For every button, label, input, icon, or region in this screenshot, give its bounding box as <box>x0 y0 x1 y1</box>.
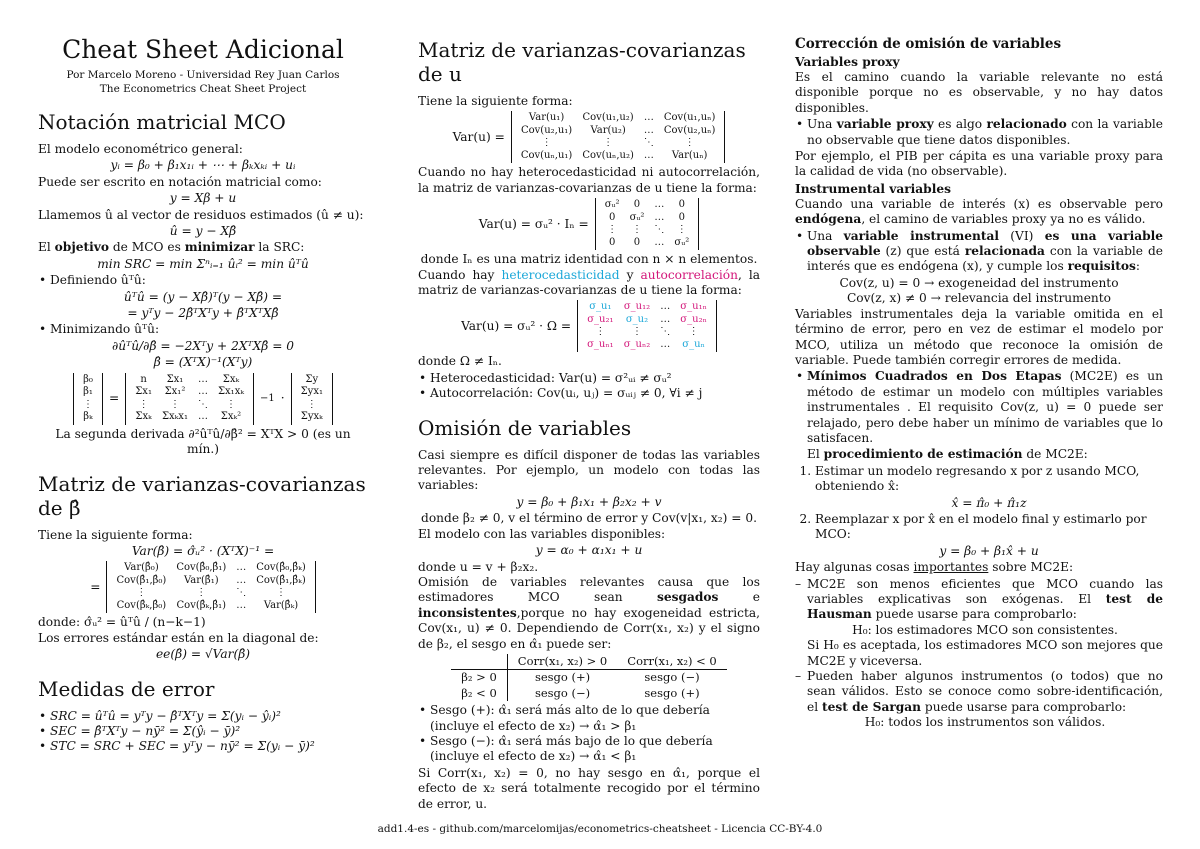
matrix-cell: … <box>654 211 665 223</box>
matrix-cell: ⋮ <box>607 224 618 236</box>
section-omision-title: Omisión de variables <box>418 415 632 440</box>
matrix-cell: Cov(uₙ,u₂) <box>582 149 634 161</box>
bias-cell: sesgo (+) <box>644 685 700 700</box>
req-relevancia: Cov(z, x) ≠ 0 → relevancia del instrumento <box>846 291 1111 306</box>
matrix-cell: ⋱ <box>643 137 654 149</box>
matrix-cell: Cov(u₁,uₙ) <box>663 112 716 124</box>
matrix-cell: 0 <box>608 236 616 248</box>
matrix-cell: Σyx₁ <box>300 386 323 398</box>
matrix-cell: … <box>643 112 654 124</box>
project-line: The Econometrics Cheat Sheet Project <box>99 83 307 95</box>
varu-l5: donde Ω ≠ Iₙ. <box>418 354 502 369</box>
omision-eq2: y = α₀ + α₁x₁ + u <box>535 543 643 558</box>
matrix-cell: β₁ <box>83 386 93 398</box>
matrix-cell: Cov(β̂ₖ,β̂₁) <box>176 599 227 611</box>
proc-line: El procedimiento de estimación de MC2E: <box>807 447 1088 462</box>
matrix-cell: β₀ <box>83 373 93 385</box>
matrix-cell: σ_uₙ₁ <box>587 338 614 350</box>
varbeta-matrix <box>106 561 315 613</box>
matrix-cell: Cov(β̂₀,β̂₁) <box>176 562 227 574</box>
omision-p6: Si Corr(x₁, x₂) = 0, no hay sesgo en α̂₁, porque el efecto de x₂ será totalmente recogido por el término de error, u. <box>418 765 760 811</box>
matrix-cell: σ_u₂ <box>625 313 649 325</box>
matrix-cell: ⋮ <box>169 398 180 410</box>
notacion-bullet-1: • Definiendo ûᵀû: <box>50 273 368 288</box>
matrix-cell: ⋮ <box>83 398 94 410</box>
matrix-cell: Var(β̂₀) <box>124 562 159 574</box>
omision-eq1: y = β₀ + β₁x₁ + β₂x₂ + v <box>516 494 662 509</box>
inst-p1: Cuando una variable de interés (x) es observable pero endógena, el camino de variables proxy ya no es válido. <box>795 196 1163 227</box>
notacion-eq2: y = Xβ + u <box>169 191 237 206</box>
notacion-eq1: yᵢ = β₀ + β₁x₁ᵢ + ⋯ + βₖxₖᵢ + uᵢ <box>110 158 296 173</box>
req-exogeneidad: Cov(z, u) = 0 → exogeneidad del instrumento <box>839 275 1119 290</box>
matrix-cell: σᵤ² <box>674 236 690 248</box>
matrix-cell: Σy <box>305 373 319 385</box>
step-2: 2. Reemplazar x por x̂ en el modelo final y estimarlo por MCO: y = β₀ + β₁x̂ + u <box>815 512 1163 559</box>
matrix-cell: σᵤ² <box>604 199 620 211</box>
column-2 <box>418 30 760 812</box>
matrix-cell: … <box>236 574 247 586</box>
bias-table <box>451 654 726 701</box>
bias-cell: sesgo (−) <box>534 685 591 700</box>
hay-line: Hay algunas cosas importantes sobre MC2E: <box>795 560 1074 575</box>
matrix-cell: ⋱ <box>660 326 671 338</box>
column-3 <box>795 30 1163 732</box>
matrix-cell: Var(β̂ₖ) <box>263 599 299 611</box>
matrix-cell: ⋮ <box>595 326 606 338</box>
matrix-cell: ⋮ <box>136 587 147 599</box>
varu-matrix-1-row: Var(u) = Var(u₁) Cov(u₁,u₂) … Cov(u₁,uₙ) Cov(u₂,u₁) Var(u₂) … Cov(u₂,uₙ) ⋮ ⋮ ⋱ ⋮ Cov(uₙ,u₁) Cov(uₙ,u₂) … Var(uₙ) <box>418 111 760 163</box>
notacion-l3: Llamemos û al vector de residuos estimados (û ≠ u): <box>38 207 364 222</box>
notacion-eq5: ûᵀû = (y − Xβ̂)ᵀ(y − Xβ̂) = <box>123 289 283 304</box>
matrix-cell: Σx₁ <box>166 373 184 385</box>
xty-vector <box>291 373 333 425</box>
bias-row-label: β₂ < 0 <box>451 686 507 701</box>
varu-matrix-2 <box>595 198 699 250</box>
matrix-cell: ⋮ <box>603 137 614 149</box>
error-sec: • SEC = β̂ᵀXᵀy − nȳ² = Σ(ŷᵢ − ȳ)² <box>50 724 368 739</box>
section-varbeta-title: Matriz de varianzas-covarianzas de β̂ <box>38 471 366 520</box>
proxy-title: Variables proxy <box>795 55 900 69</box>
bias-cell: sesgo (−) <box>644 670 700 685</box>
varbeta-eq2: ee(β̂) = √Var(β̂) <box>155 647 251 662</box>
section-correccion-title: Corrección de omisión de variables <box>795 36 1062 52</box>
matrix-cell: ⋮ <box>631 224 642 236</box>
varbeta-eq1: Var(β̂) = σ̂ᵤ² · (XᵀX)⁻¹ = <box>131 543 275 558</box>
matrix-cell: Σx₁xₖ <box>217 386 244 398</box>
matrix-cell: ⋮ <box>631 326 642 338</box>
matrix-cell: Cov(u₂,uₙ) <box>663 124 716 136</box>
matrix-cell: … <box>236 599 247 611</box>
matrix-cell: σ_u₁ <box>589 301 612 313</box>
matrix-cell: … <box>643 149 654 161</box>
matrix-cell: σ_u₁₂ <box>623 301 651 313</box>
matrix-cell: Σx₁² <box>164 386 186 398</box>
varu-matrix-3-row: Var(u) = σᵤ² · Ω = σ_u₁ σ_u₁₂ … σ_u₁ₙ σ_u₂₁ σ_u₂ … σ_u₂ₙ ⋮ ⋮ ⋱ ⋮ σ_uₙ₁ σ_uₙ₂ … σ_uₙ <box>418 300 760 352</box>
varu-autocorr: • Autocorrelación: Cov(uᵢ, uⱼ) = σᵤᵢⱼ ≠ 0, ∀i ≠ j <box>430 386 760 401</box>
matrix-cell: ⋱ <box>236 587 247 599</box>
varu-l4: Cuando hay heterocedasticidad y autocorrelación, la matriz de varianzas-covarianzas de u tiene la forma: <box>418 267 760 298</box>
proxy-p2: Por ejemplo, el PIB per cápita es una variable proxy para la calidad de vida (no observable). <box>795 149 1163 179</box>
sesgo-pos: • Sesgo (+): α̂₁ será más alto de lo que debería (incluye el efecto de x₂) → α̂₁ > β₁ <box>430 703 760 734</box>
omision-p5: Omisión de variables relevantes causa que los estimadores MCO sean sesgados e inconsistentes,porque no hay exogeneidad estricta, Cov(x₁, u) ≠ 0. Dependiendo de Corr(x₁, x₂) y el signo de β₂, el sesgo en α̂₁ puede ser: <box>418 574 760 651</box>
varu-l1: Tiene la siguiente forma: <box>418 94 573 108</box>
omision-p2: donde β₂ ≠ 0, v el término de error y Cov(v|x₁, x₂) = 0. <box>421 511 757 526</box>
omision-p4: donde u = v + β₂x₂. <box>418 559 539 574</box>
varbeta-l1: Tiene la siguiente forma: <box>38 527 193 542</box>
notacion-eq7: ∂ûᵀû/∂β̂ = −2Xᵀy + 2XᵀXβ̂ = 0 <box>111 338 295 353</box>
varu-l3: donde Iₙ es una matriz identidad con n × n elementos. <box>420 252 758 267</box>
matrix-cell: Var(u₂) <box>590 124 626 136</box>
error-src: • SRC = ûᵀû = yᵀy − β̂ᵀXᵀy = Σ(yᵢ − ŷᵢ)² <box>50 709 368 724</box>
varbeta-l3: Los errores estándar están en la diagonal de: <box>38 630 319 645</box>
matrix-cell: ⋱ <box>197 398 208 410</box>
matrix-cell: Var(β̂₁) <box>183 574 219 586</box>
varu-matrix-1 <box>511 111 726 163</box>
matrix-cell: … <box>643 124 654 136</box>
bias-cell: sesgo (+) <box>534 670 591 685</box>
matrix-cell: 0 <box>678 199 685 211</box>
matrix-cell: … <box>654 199 665 211</box>
notacion-eq4: min SRC = min Σⁿᵢ₌₁ ûᵢ² = min ûᵀû <box>97 256 309 271</box>
matrix-cell: σ_uₙ <box>682 338 705 350</box>
bias-row-label: β₂ > 0 <box>451 670 507 686</box>
matrix-cell: ⋮ <box>196 587 207 599</box>
varu-l2: Cuando no hay heterocedasticidad ni autocorrelación, la matriz de varianzas-covarianzas de u tiene la forma: <box>418 165 760 195</box>
inst-title: Instrumental variables <box>795 181 951 196</box>
matrix-cell: 0 <box>678 211 685 223</box>
mc2e-bullet: • Mínimos Cuadrados en Dos Etapas (MC2E) es un método de estimar un modelo con múltiples variables instrumentales . El requisito Cov(z, u) = 0 puede ser relajado, pero debe haber un mínimo de variables que lo satisfacen. <box>807 369 1163 446</box>
varu-heteroced: • Heterocedasticidad: Var(u) = σ²ᵤᵢ ≠ σᵤ² <box>430 371 760 386</box>
inst-bullet: • Una variable instrumental (VI) es una variable observable (z) que está relacionada con la variable de interés que es endógena (x), y cumple los requisitos: <box>807 229 1163 275</box>
omision-p1: Casi siempre es difícil disponer de todas las variables relevantes. Por ejemplo, un modelo con todas las variables: <box>418 447 760 493</box>
notacion-eq8: β̂ = (XᵀX)⁻¹(Xᵀy) <box>153 355 253 370</box>
notacion-l2: Puede ser escrito en notación matricial como: <box>38 174 322 189</box>
error-stc: • STC = SRC + SEC = yᵀy − nȳ² = Σ(yᵢ − ȳ)² <box>50 739 368 754</box>
sesgo-neg: • Sesgo (−): α̂₁ será más bajo de lo que debería (incluye el efecto de x₂) → α̂₁ < β₁ <box>430 734 760 765</box>
varbeta-l2: donde: σ̂ᵤ² = ûᵀû / (n−k−1) <box>38 615 206 630</box>
matrix-cell: σᵤ² <box>629 211 645 223</box>
beta-vector <box>73 373 103 425</box>
bias-header-pos: Corr(x₁, x₂) > 0 <box>507 654 617 670</box>
matrix-cell: … <box>660 301 671 313</box>
matrix-cell: Σyxₖ <box>300 411 323 423</box>
section-error-title: Medidas de error <box>38 676 215 701</box>
matrix-cell: ⋮ <box>676 224 687 236</box>
varbeta-matrix-row: = Var(β̂₀) Cov(β̂₀,β̂₁) … Cov(β̂₀,β̂ₖ) Cov(β̂₁,β̂₀) Var(β̂₁) … Cov(β̂₁,β̂ₖ) ⋮ ⋮ ⋱ ⋮ Cov(β̂ₖ,β̂₀) Cov(β̂ₖ,β̂₁) … Var(β̂ₖ) <box>38 561 368 613</box>
varu-matrix-3 <box>577 300 717 352</box>
ols-matrix-equation: β₀ β₁ ⋮ βₖ = n Σx₁ … Σxₖ Σx₁ Σx₁² … Σx₁xₖ ⋮ ⋮ ⋱ ⋮ Σxₖ Σxₖx₁ … Σxₖ² −1 · Σy Σyx₁ ⋮ Σyxₖ <box>38 373 368 425</box>
matrix-cell: Σxₖ² <box>220 411 242 423</box>
matrix-cell: 0 <box>608 211 616 223</box>
column-1 <box>38 30 368 756</box>
matrix-cell: Σxₖ <box>135 411 152 423</box>
section-notacion-title: Notación matricial MCO <box>38 110 286 134</box>
matrix-cell: Σxₖ <box>222 373 240 385</box>
matrix-cell: Cov(β̂₀,β̂ₖ) <box>256 562 306 574</box>
varu-matrix-2-row: Var(u) = σᵤ² · Iₙ = σᵤ² 0 … 0 0 σᵤ² … 0 ⋮ ⋮ ⋱ ⋮ 0 0 … σᵤ² <box>418 198 760 250</box>
matrix-cell: ⋮ <box>684 137 695 149</box>
matrix-cell: ⋱ <box>654 224 665 236</box>
omision-p3: El modelo con las variables disponibles: <box>418 526 666 541</box>
matrix-cell: Cov(β̂₁,β̂ₖ) <box>256 574 306 586</box>
footer: add1.4-es - github.com/marcelomijas/econometrics-cheatsheet - Licencia CC-BY-4.0 <box>377 823 823 835</box>
proxy-bullet: • Una variable proxy es algo relacionado con la variable no observable que tiene datos disponibles. <box>807 117 1163 148</box>
notacion-eq6: = yᵀy − 2β̂ᵀXᵀy + β̂ᵀXᵀXβ̂ <box>127 306 279 321</box>
matrix-cell: Cov(uₙ,u₁) <box>520 149 573 161</box>
author-line: Por Marcelo Moreno - Universidad Rey Juan Carlos <box>66 69 340 81</box>
matrix-cell: Var(uₙ) <box>671 149 708 161</box>
section-varu-title: Matriz de varianzas-covarianzas de u <box>418 38 746 86</box>
step-1: 1. Estimar un modelo regresando x por z usando MCO, obteniendo x̂: x̂ = π̂₀ + π̂₁z <box>815 464 1163 511</box>
matrix-cell: ⋮ <box>541 137 552 149</box>
xtx-matrix <box>125 373 254 425</box>
matrix-cell: … <box>236 562 247 574</box>
matrix-cell: 0 <box>633 236 641 248</box>
matrix-cell: σ_u₁ₙ <box>680 301 707 313</box>
matrix-cell: Σx₁ <box>135 386 152 398</box>
matrix-cell: σ_u₂₁ <box>587 313 614 325</box>
sargan-item: – Pueden haber algunos instrumentos (o todos) que no sean válidos. Esto se conoce como sobre-identificación, el test de Sargan puede usarse para comprobarlo: H₀: todos los instrumentos son válidos. <box>807 669 1163 731</box>
hausman-item: – MC2E son menos eficientes que MCO cuando las variables explicativas son exógenas. El test de Hausman puede usarse para comprobarlo: H₀: los estimadores MCO son consistentes. Si H₀ es aceptada, los estimadores MCO son mejores que MC2E y viceversa. <box>807 577 1163 669</box>
matrix-cell: ⋮ <box>138 398 149 410</box>
notacion-bullet-2: • Minimizando ûᵀû: <box>50 322 368 337</box>
matrix-cell: Var(u₁) <box>528 112 565 124</box>
matrix-cell: σ_uₙ₂ <box>623 338 651 350</box>
matrix-cell: … <box>197 411 208 423</box>
notacion-l5: La segunda derivada ∂²ûᵀû/∂β̂² = XᵀX > 0 (es un mín.) <box>55 426 351 457</box>
matrix-cell: n <box>140 373 147 385</box>
notacion-eq3: û = y − Xβ̂ <box>169 224 237 239</box>
matrix-cell: Cov(β̂₁,β̂₀) <box>116 574 167 586</box>
matrix-cell: 0 <box>633 199 641 211</box>
notacion-l4: El objetivo de MCO es minimizar la SRC: <box>38 240 305 255</box>
matrix-cell: … <box>660 338 671 350</box>
bias-header-neg: Corr(x₁, x₂) < 0 <box>617 654 726 670</box>
proxy-p1: Es el camino cuando la variable relevante no está disponible porque no es observable, y no hay datos disponibles. <box>795 70 1163 115</box>
matrix-cell: σ_u₂ₙ <box>680 313 707 325</box>
matrix-cell: Cov(β̂ₖ,β̂₀) <box>116 599 167 611</box>
matrix-cell: … <box>197 386 208 398</box>
matrix-cell: … <box>660 313 671 325</box>
matrix-cell: ⋮ <box>276 587 286 599</box>
matrix-cell: ⋮ <box>306 398 317 410</box>
matrix-cell: Cov(u₁,u₂) <box>582 112 634 124</box>
matrix-cell: βₖ <box>83 411 93 423</box>
matrix-cell: ⋮ <box>688 326 699 338</box>
matrix-cell: ⋮ <box>225 398 236 410</box>
notacion-l1: El modelo econométrico general: <box>38 142 243 156</box>
inst-p2: Variables instrumentales deja la variable omitida en el término de error, pero en vez de estimar el modelo por MCO, utiliza un método que reconoce la omisión de variable. Puede también corregir errores de medida. <box>795 306 1163 367</box>
page-title: Cheat Sheet Adicional <box>62 35 344 64</box>
matrix-cell: … <box>197 373 208 385</box>
matrix-cell: Σxₖx₁ <box>161 411 188 423</box>
matrix-cell: … <box>654 236 665 248</box>
matrix-cell: Cov(u₂,u₁) <box>520 124 573 136</box>
